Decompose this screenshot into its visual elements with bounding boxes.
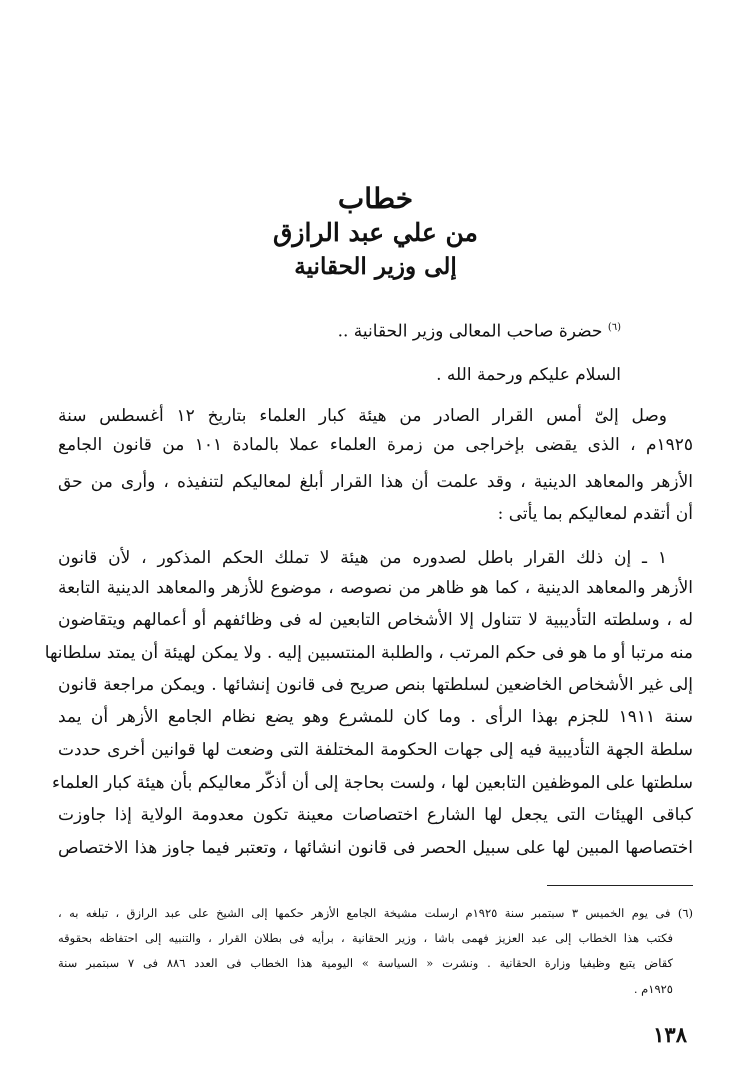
body-line: سلطتها على الموظفين التابعين لها ، ولست بحاجة إلى أن أذكّر معاليكم بأن هيئة كبار العلماء bbox=[52, 773, 693, 793]
body-line: ١ ـ إن ذلك القرار باطل لصدوره من هيئة لا تملك الحكم المذكور ، لأن قانون bbox=[58, 548, 667, 568]
body-line: سنة ١٩١١ للجزم بهذا الرأى . وما كان للمشرع وهو يضع نظام الجامع الأزهر أن يمد bbox=[58, 707, 693, 727]
body-line: إلى غير الأشخاص الخاضعين لسلطتها بنص صريح فى قانون إنشائها . ويمكن مراجعة قانون bbox=[58, 675, 693, 695]
body-line: الأزهر والمعاهد الدينية ، كما هو ظاهر من نصوصه ، موضوع للأزهر والمعاهد الدينية التابعة bbox=[58, 578, 693, 598]
title-line-3: إلى وزير الحقانية bbox=[294, 253, 457, 280]
footnote-line: فكتب هذا الخطاب إلى عبد العزيز فهمى باشا ، وزير الحقانية ، برأيه فى بطلان القرار ، والتنبيه إلى احتفاظه بحقوقه bbox=[58, 931, 673, 945]
footnote-line: كقاض يتبع وظيفيا وزارة الحقانية . ونشرت « السياسة » اليومية هذا الخطاب فى العدد ٨٨٦ فى ٧ سبتمبر سنة bbox=[58, 956, 673, 970]
body-line: ١٩٢٥م ، الذى يقضى بإخراجى من زمرة العلماء عملا بالمادة ١٠١ من قانون الجامع bbox=[58, 435, 694, 455]
address-text: حضرة صاحب المعالى وزير الحقانية .. bbox=[337, 321, 603, 342]
page-number: ١٣٨ bbox=[653, 1022, 687, 1047]
body-line: اختصاصها المبين لها على سبيل الحصر فى قانون انشائها ، وتعتبر فيما جاوز هذا الاختصاص bbox=[58, 838, 693, 858]
body-line: منه مرتبا أو ما هو فى حكم المرتب ، والطلبة المنتسبين إليه . ولا يمكن لهيئة أن يمتد سلطانها bbox=[44, 643, 693, 663]
body-line: وصل إلىّ أمس القرار الصادر من هيئة كبار العلماء بتاريخ ١٢ أغسطس سنة bbox=[58, 406, 667, 426]
body-line: كباقى الهيئات التى يجعل لها الشارع اختصاصات معينة تكون معدومة الولاية إذا جاوزت bbox=[58, 805, 693, 825]
body-line: له ، وسلطته التأديبية لا تتناول إلا الأشخاص التابعين له فى وظائفهم أو أعمالهم ويتقاضون bbox=[58, 610, 693, 630]
salutation-address bbox=[338, 315, 621, 345]
title-line-2: من علي عبد الرازق bbox=[273, 218, 478, 247]
title-line-1: خطاب bbox=[337, 182, 414, 215]
footnote-line: (٦) فى يوم الخميس ٣ سبتمبر سنة ١٩٢٥م ارسلت مشيخة الجامع الأزهر حكمها إلى الشيخ على عبد الرازق ، تبلغه به ، bbox=[58, 906, 694, 920]
footnote-divider bbox=[547, 885, 693, 886]
salutation-greeting: السلام عليكم ورحمة الله . bbox=[436, 365, 621, 385]
footnote-line: ١٩٢٥م . bbox=[633, 982, 673, 996]
note-reference: (٦) bbox=[607, 322, 621, 333]
body-line: أن أتقدم لمعاليكم بما يأتى : bbox=[497, 504, 693, 524]
body-line: الأزهر والمعاهد الدينية ، وقد علمت أن هذا القرار أبلغ لمعاليكم لتنفيذه ، وأرى من حق bbox=[58, 472, 693, 492]
body-line: سلطة الجهة التأديبية فيه إلى جهات الحكومة المختلفة التى وضعت لها قوانين أخرى حددت bbox=[58, 740, 693, 760]
